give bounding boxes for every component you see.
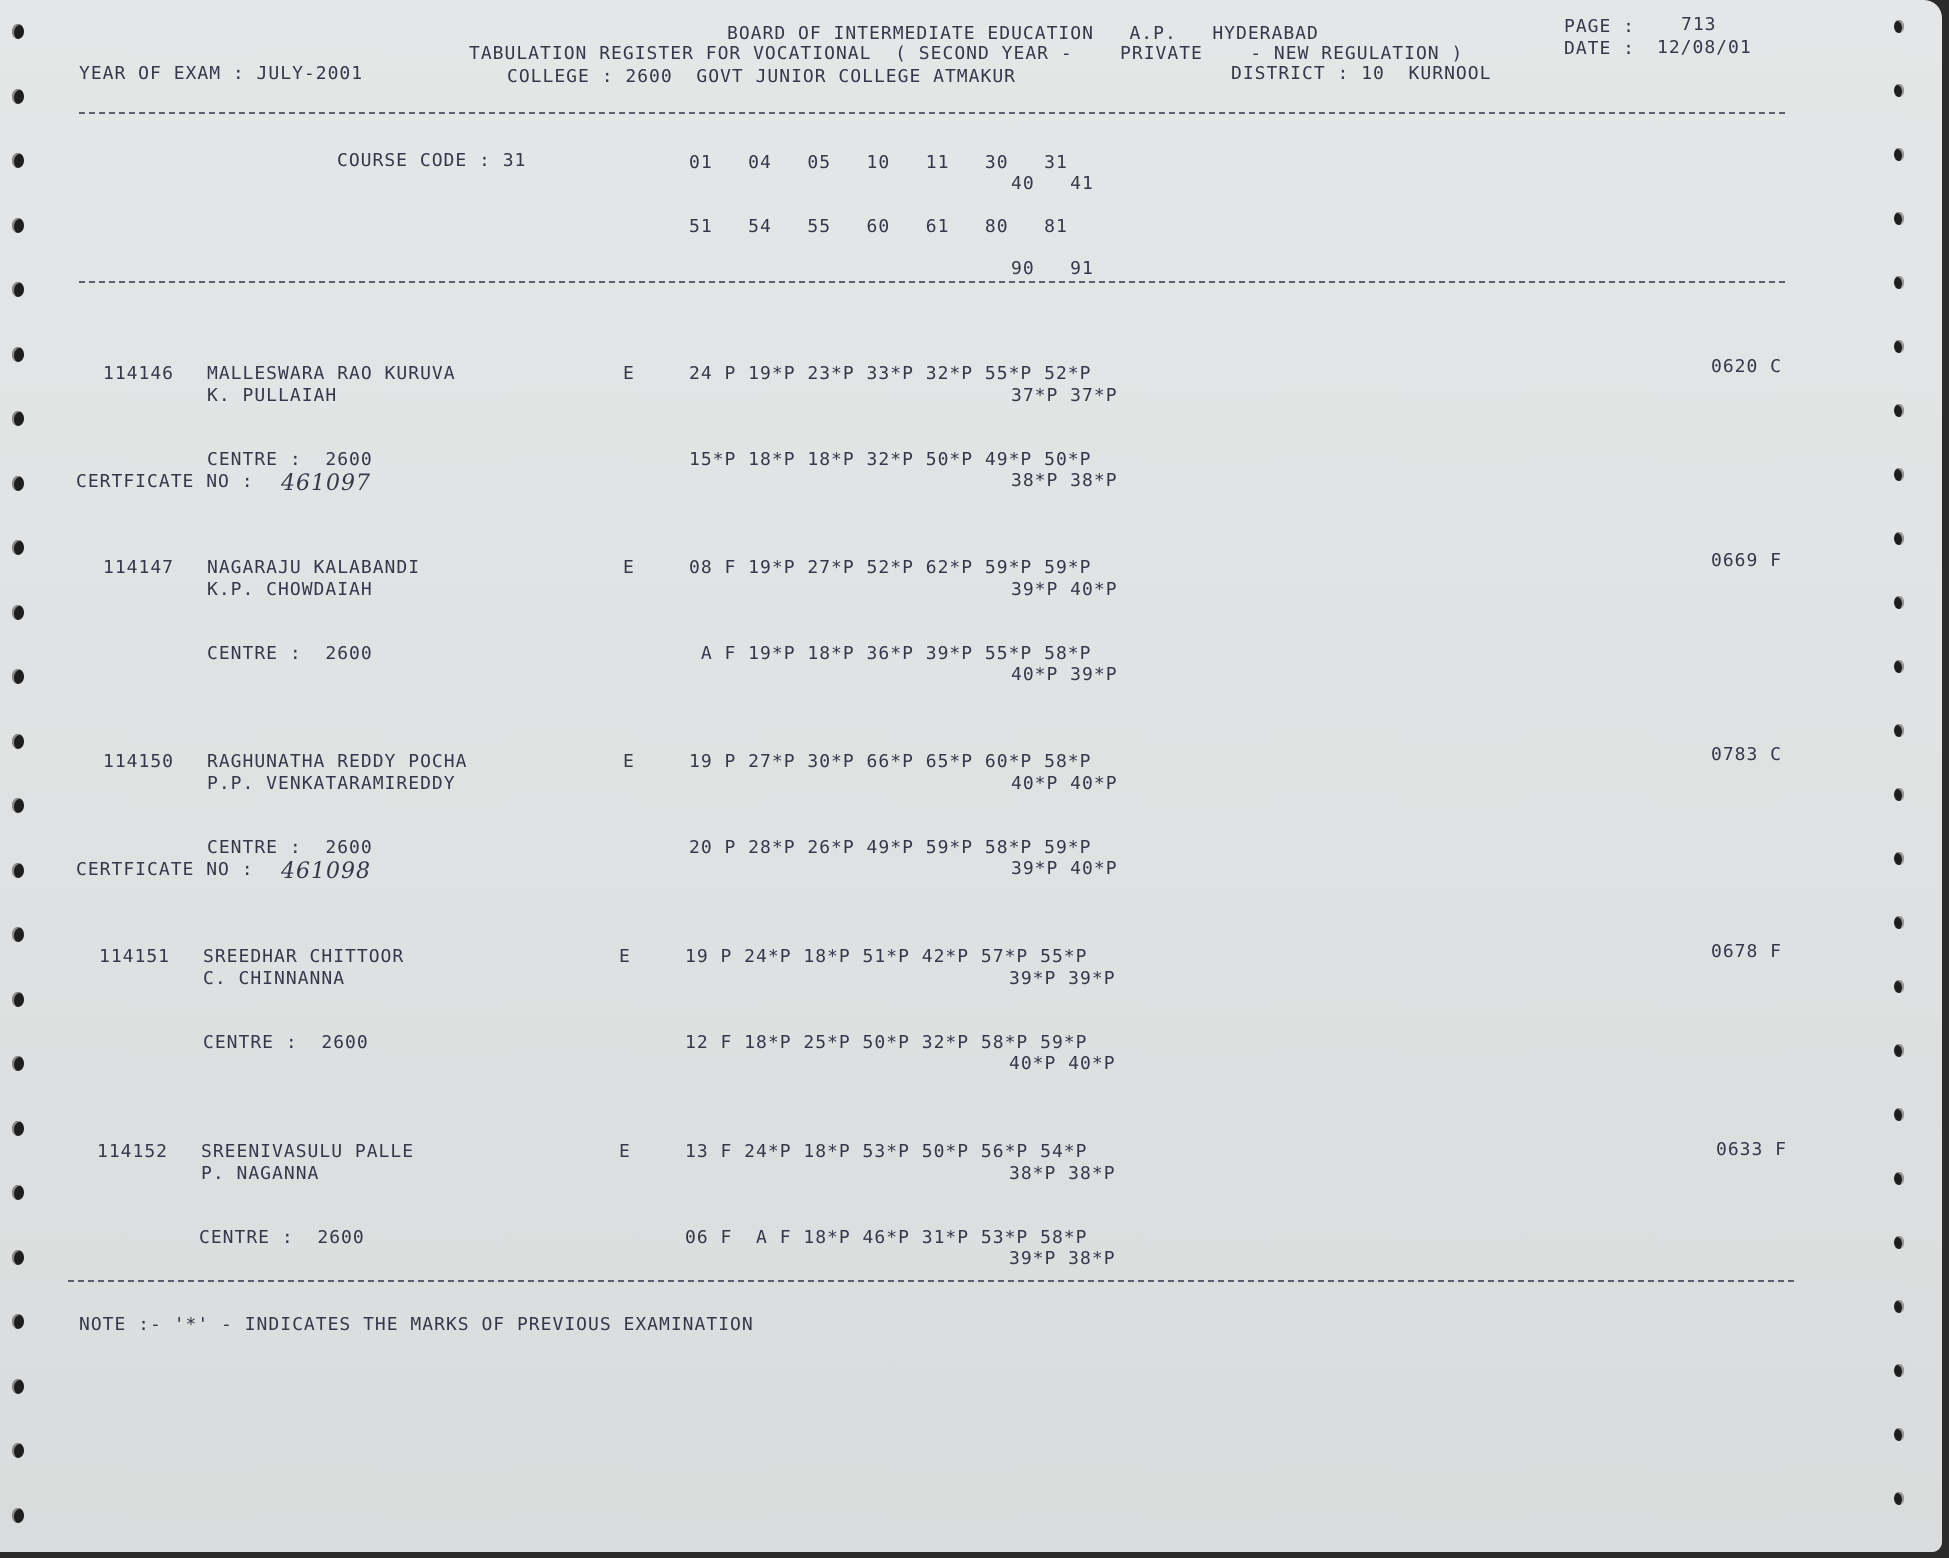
page-label: PAGE : <box>1564 16 1636 37</box>
subject-codes-row1: 01 04 05 10 11 30 31 <box>689 152 1068 173</box>
footnote: NOTE :- '*' - INDICATES THE MARKS OF PREVIOUS EXAMINATION <box>79 1314 754 1335</box>
print-date: 12/08/01 <box>1657 37 1752 58</box>
student-name: NAGARAJU KALABANDI <box>207 557 421 578</box>
certificate-label: CERTFICATE NO : <box>76 471 254 492</box>
marks-row: A F 19*P 18*P 36*P 39*P 55*P 58*P <box>689 643 1092 664</box>
board-title: BOARD OF INTERMEDIATE EDUCATION A.P. HYDERABAD <box>727 23 1319 44</box>
medium: E <box>623 363 635 384</box>
roll-number: 114152 <box>97 1141 169 1162</box>
total-result: 0620 C <box>1711 356 1783 377</box>
roll-number: 114151 <box>99 946 171 967</box>
centre-code: CENTRE : 2600 <box>207 837 373 858</box>
marks-row-extra: 39*P 40*P <box>1011 579 1118 600</box>
medium: E <box>623 557 635 578</box>
marks-row: 19 P 24*P 18*P 51*P 42*P 57*P 55*P <box>685 946 1088 967</box>
marks-row: 06 F A F 18*P 46*P 31*P 53*P 58*P <box>685 1227 1088 1248</box>
marks-row-extra: 37*P 37*P <box>1011 385 1118 406</box>
roll-number: 114150 <box>103 751 175 772</box>
marks-row: 15*P 18*P 18*P 32*P 50*P 49*P 50*P <box>689 449 1092 470</box>
marks-row: 13 F 24*P 18*P 53*P 50*P 56*P 54*P <box>685 1141 1088 1162</box>
marks-row: 12 F 18*P 25*P 50*P 32*P 58*P 59*P <box>685 1032 1088 1053</box>
centre-code: CENTRE : 2600 <box>207 449 373 470</box>
district-name: DISTRICT : 10 KURNOOL <box>1231 63 1492 84</box>
total-result: 0783 C <box>1711 744 1783 765</box>
certificate-number-handwritten: 461097 <box>281 471 371 496</box>
divider <box>79 281 1785 283</box>
marks-row: 19 P 27*P 30*P 66*P 65*P 60*P 58*P <box>689 751 1092 772</box>
marks-row-extra: 39*P 38*P <box>1009 1248 1116 1269</box>
parent-name: K.P. CHOWDAIAH <box>207 579 373 600</box>
medium: E <box>623 751 635 772</box>
certificate-number-handwritten: 461098 <box>281 859 371 884</box>
student-name: SREENIVASULU PALLE <box>201 1141 415 1162</box>
subject-codes-row1b: 40 41 <box>1011 173 1094 194</box>
divider <box>79 112 1785 114</box>
certificate-label: CERTFICATE NO : <box>76 859 254 880</box>
roll-number: 114147 <box>103 557 175 578</box>
parent-name: P. NAGANNA <box>201 1163 320 1184</box>
page-number: 713 <box>1681 14 1717 35</box>
date-label: DATE : <box>1564 38 1636 59</box>
marks-row-extra: 40*P 40*P <box>1011 773 1118 794</box>
subject-codes-row2: 51 54 55 60 61 80 81 <box>689 216 1068 237</box>
student-name: SREEDHAR CHITTOOR <box>203 946 405 967</box>
subject-codes-row3: 90 91 <box>1011 258 1094 279</box>
parent-name: P.P. VENKATARAMIREDDY <box>207 773 456 794</box>
medium: E <box>619 1141 631 1162</box>
student-name: RAGHUNATHA REDDY POCHA <box>207 751 468 772</box>
marks-row-extra: 40*P 39*P <box>1011 664 1118 685</box>
total-result: 0678 F <box>1711 941 1783 962</box>
centre-code: CENTRE : 2600 <box>207 643 373 664</box>
centre-code: CENTRE : 2600 <box>203 1032 369 1053</box>
marks-row-extra: 38*P 38*P <box>1011 470 1118 491</box>
total-result: 0633 F <box>1716 1139 1788 1160</box>
marks-row: 20 P 28*P 26*P 49*P 59*P 58*P 59*P <box>689 837 1092 858</box>
student-name: MALLESWARA RAO KURUVA <box>207 363 456 384</box>
marks-row: 24 P 19*P 23*P 33*P 32*P 55*P 52*P <box>689 363 1092 384</box>
marks-row-extra: 38*P 38*P <box>1009 1163 1116 1184</box>
register-title: TABULATION REGISTER FOR VOCATIONAL ( SECOND YEAR - PRIVATE - NEW REGULATION ) <box>469 43 1464 64</box>
marks-row-extra: 39*P 40*P <box>1011 858 1118 879</box>
marks-row-extra: 39*P 39*P <box>1009 968 1116 989</box>
medium: E <box>619 946 631 967</box>
course-code: COURSE CODE : 31 <box>337 150 527 171</box>
marks-row: 08 F 19*P 27*P 52*P 62*P 59*P 59*P <box>689 557 1092 578</box>
year-of-exam: YEAR OF EXAM : JULY-2001 <box>79 63 364 84</box>
marks-row-extra: 40*P 40*P <box>1009 1053 1116 1074</box>
college-name: COLLEGE : 2600 GOVT JUNIOR COLLEGE ATMAKUR <box>507 66 1016 87</box>
roll-number: 114146 <box>103 363 175 384</box>
parent-name: K. PULLAIAH <box>207 385 338 406</box>
centre-code: CENTRE : 2600 <box>199 1227 365 1248</box>
total-result: 0669 F <box>1711 550 1783 571</box>
parent-name: C. CHINNANNA <box>203 968 346 989</box>
divider <box>68 1280 1794 1282</box>
